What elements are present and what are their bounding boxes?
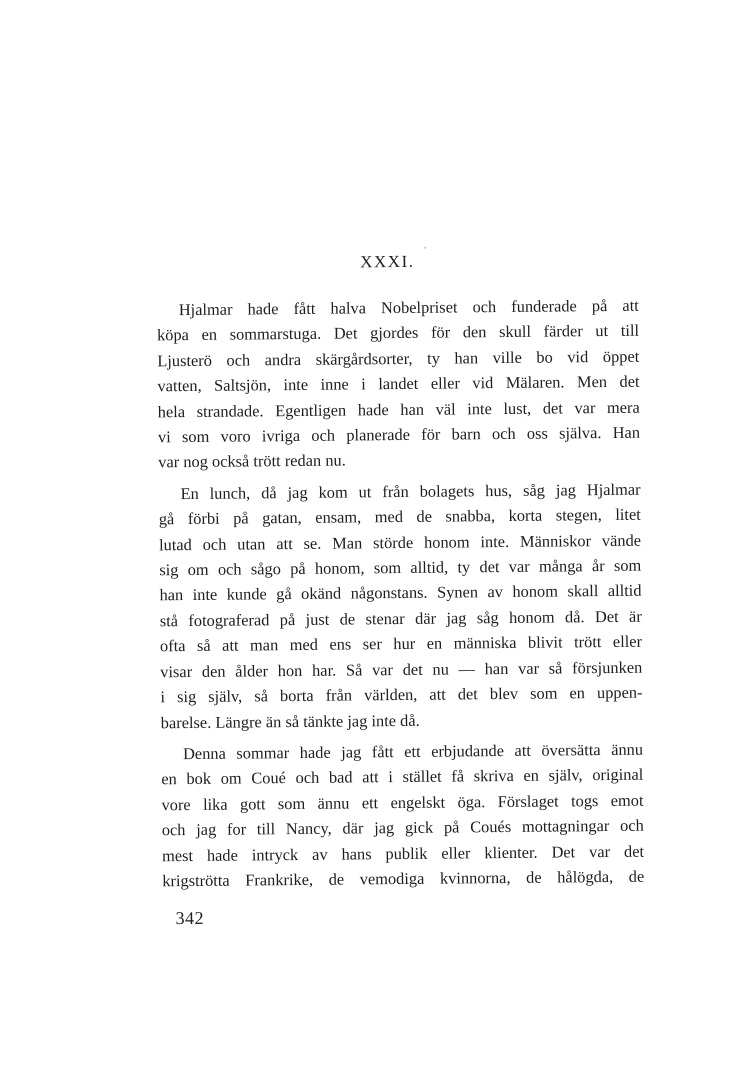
paper-speck: [424, 247, 426, 249]
text-line: En lunch, då jag kom ut från bolagets hus, såg jag Hjalmar: [180, 479, 641, 503]
text-line: vore lika gott som ännu ett engelskt öga. Förslaget togs emot: [161, 790, 644, 815]
text-line: Denna sommar hade jag fått ett erbjudande att översätta ännu: [182, 739, 644, 763]
paragraph-1: [157, 293, 641, 475]
chapter-title: XXXI.: [360, 251, 415, 272]
text-line: ofta så att man med ens ser hur en människa blivit trött eller: [159, 631, 643, 656]
text-line: och jag for till Nancy, där jag gick på Coués mottagningar och: [161, 815, 644, 840]
text-line: han inte kunde gå okänd någonstans. Synen av honom skall alltid: [159, 581, 642, 605]
text-line: i sig själv, så borta från världen, att det blev som en uppen-: [160, 682, 643, 707]
body-text: [157, 293, 645, 894]
text-line: Hjalmar hade fått halva Nobelpriset och funderade på att: [178, 295, 639, 320]
text-line: Ljusterö och andra skärgårdsorter, ty han ville bo vid öppet: [157, 346, 640, 371]
text-line: gå förbi på gatan, ensam, med de snabba, korta stegen, litet: [158, 504, 641, 529]
paragraph-2: [158, 477, 642, 736]
text-line: lutad och utan att se. Man störde honom inte. Människor vände: [158, 530, 642, 554]
text-line: köpa en sommarstuga. Det gjordes för den skull färder ut till: [156, 321, 640, 345]
text-line: en bok om Coué och bad att i stället få skriva en själv, original: [161, 764, 644, 789]
text-line: vi som voro ivriga och planerade för barn och oss själva. Han: [157, 422, 641, 447]
text-line: visar den ålder hon har. Så var det nu — han var så försjunken: [160, 657, 643, 681]
paragraph-3: [161, 737, 644, 894]
text-line: vatten, Saltsjön, inte inne i landet eller vid Mälaren. Men det: [157, 371, 640, 396]
text-line: barelse. Längre än så tänkte jag inte då.: [160, 710, 420, 732]
text-line: stå fotograferad på just de stenar där jag såg honom då. Det är: [159, 606, 642, 631]
text-line: var nog också trött redan nu.: [158, 450, 346, 472]
text-line: krigströtta Frankrike, de vemodiga kvinnorna, de hålögda, de: [162, 866, 645, 891]
text-line: sig om och sågo på honom, som alltid, ty det var många år som: [159, 555, 642, 580]
page-number: 342: [175, 907, 205, 929]
text-line: hela strandade. Egentligen hade han väl inte lust, det var mera: [157, 397, 640, 421]
text-line: mest hade intryck av hans publik eller klienter. Det var det: [161, 841, 645, 865]
